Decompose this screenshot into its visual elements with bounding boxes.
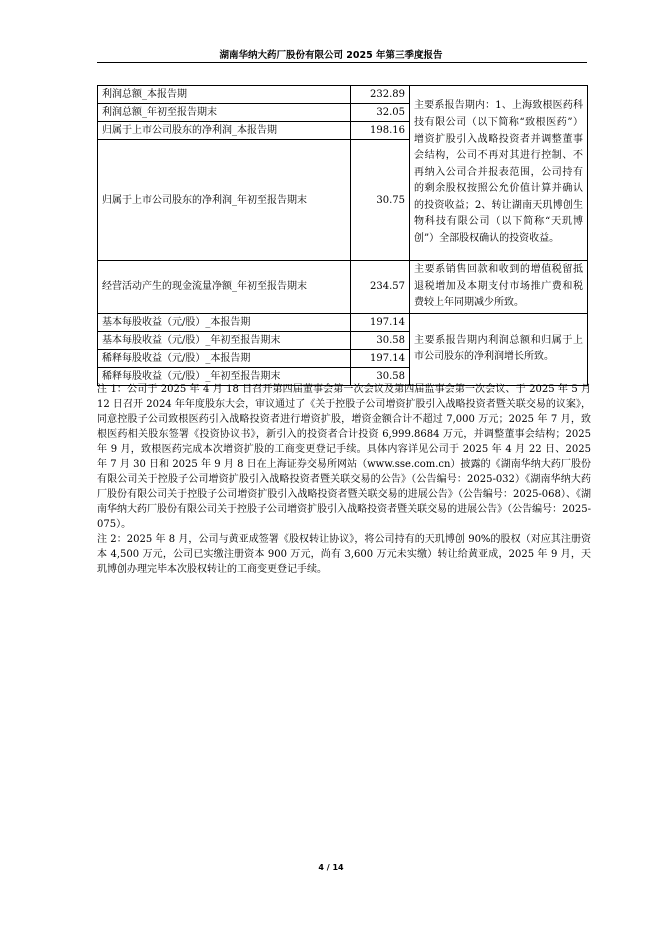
row-value: 30.58 <box>351 331 410 349</box>
table-row <box>98 86 588 104</box>
row-label: 稀释每股收益（元/股）_本报告期 <box>98 349 351 367</box>
row-value: 32.05 <box>351 104 410 122</box>
page-header-title: 湖南华纳大药厂股份有限公司 2025 年第三季度报告 <box>219 50 443 61</box>
row-label: 归属于上市公司股东的净利润_年初至报告期末 <box>98 140 351 261</box>
row-label: 利润总额_年初至报告期末 <box>98 104 351 122</box>
note-2: 注 2：2025 年 8 月，公司与黄亚成签署《股权转让协议》，将公司持有的天玑博创 90%的股权（对应其注册资本 4,500 万元，公司已实缴注册资本 900 万元，尚有 3,600 万元未实缴）转让给黄亚成，2025 年 9 月，天玑博创办理完毕本次股权转让的工商变更登记手续。 <box>97 534 591 575</box>
table-row <box>98 313 588 331</box>
financial-indicator-table <box>97 85 588 386</box>
row-value: 30.58 <box>351 367 410 385</box>
reason-cell: 主要系报告期内：1、上海致根医药科技有限公司（以下简称“致根医药”）增资扩股引入战略投资者并调整董事会结构，公司不再对其进行控制、不再纳入公司合并报表范围，公司持有的剩余股权按照公允价值计算并确认的投资收益；2、转让湖南天玑博创生物科技有限公司（以下简称“天玑博创”）全部股权确认的投资收益。 <box>410 86 588 261</box>
row-label: 归属于上市公司股东的净利润_本报告期 <box>98 122 351 140</box>
header-divider <box>97 62 587 63</box>
row-value: 30.75 <box>351 140 410 261</box>
row-label: 稀释每股收益（元/股）_年初至报告期末 <box>98 367 351 385</box>
note-1: 注 1：公司于 2025 年 4 月 18 日召开第四届董事会第一次会议及第四届监事会第一次会议、于 2025 年 5 月 12 日召开 2024 年年度股东大会，审议通过了《关于控股子公司增资扩股引入战略投资者暨关联交易的议案》，同意控股子公司致根医药引入战略投资者进行增资扩股，增资金额合计不超过 7,000 万元；2025 年 7 月，致根医药相关股东签署《投资协议书》，新引入的投资者合计投资 6,999.8684 万元，并调整董事会结构；2025 年 9 月，致根医药完成本次增资扩股的工商变更登记手续。具体内容详见公司于 2025 年 4 月 22 日、2025 年 7 月 30 日和 2025 年 9 月 8 日在上海证券交易所网站（www.sse.com.cn）披露的《湖南华纳大药厂股份有限公司关于控股子公司增资扩股引入战略投资者暨关联交易的公告》（公告编号：2025-032）《湖南华纳大药厂股份有限公司关于控股子公司增资扩股引入战略投资者暨关联交易的进展公告》（公告编号：2025-068）、《湖南华纳大药厂股份有限公司关于控股子公司增资扩股引入战略投资者暨关联交易的进展公告》（公告编号：2025-075）。 <box>97 384 591 530</box>
row-value: 198.16 <box>351 122 410 140</box>
notes-section <box>97 382 591 577</box>
table-row <box>98 261 588 314</box>
row-value: 234.57 <box>351 261 410 314</box>
row-value: 232.89 <box>351 86 410 104</box>
row-value: 197.14 <box>351 349 410 367</box>
row-label: 经营活动产生的现金流量净额_年初至报告期末 <box>98 261 351 314</box>
reason-cell: 主要系销售回款和收到的增值税留抵退税增加及本期支付市场推广费和税费较上年同期减少所致。 <box>410 261 588 314</box>
row-label: 基本每股收益（元/股）_本报告期 <box>98 313 351 331</box>
row-label: 基本每股收益（元/股）_年初至报告期末 <box>98 331 351 349</box>
page-number: 4 / 14 <box>318 863 344 872</box>
reason-cell: 主要系报告期内利润总额和归属于上市公司股东的净利润增长所致。 <box>410 313 588 385</box>
row-value: 197.14 <box>351 313 410 331</box>
row-label: 利润总额_本报告期 <box>98 86 351 104</box>
